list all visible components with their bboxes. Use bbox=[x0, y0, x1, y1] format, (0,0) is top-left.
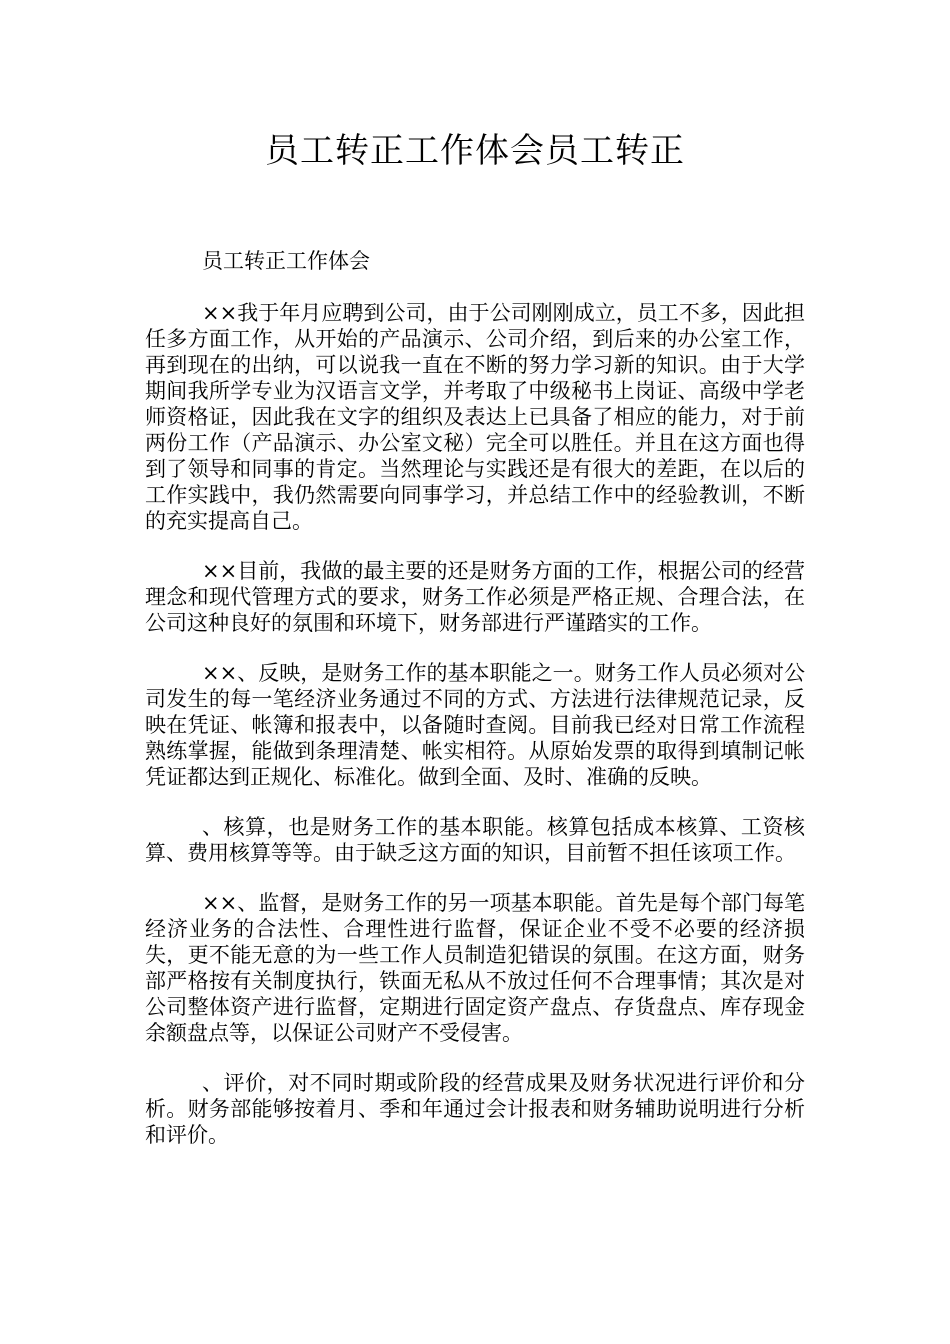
paragraph-4: 、核算，也是财务工作的基本职能。核算包括成本核算、工资核算、费用核算等等。由于缺乏这方面的知识，目前暂不担任该项工作。 bbox=[145, 815, 805, 865]
paragraph-1: ××我于年月应聘到公司，由于公司刚刚成立，员工不多，因此担任多方面工作，从开始的产品演示、公司介绍，到后来的办公室工作，再到现在的出纳，可以说我一直在不断的努力学习新的知识。由于大学期间我所学专业为汉语言文学，并考取了中级秘书上岗证、高级中学老师资格证，因此我在文字的组织及表达上已具备了相应的能力，对于前两份工作（产品演示、办公室文秘）完全可以胜任。并且在这方面也得到了领导和同事的肯定。当然理论与实践还是有很大的差距，在以后的工作实践中，我仍然需要向同事学习，并总结工作中的经验教训，不断的充实提高自己。 bbox=[145, 301, 805, 533]
paragraph-6: 、评价，对不同时期或阶段的经营成果及财务状况进行评价和分析。财务部能够按着月、季和年通过会计报表和财务辅助说明进行分析和评价。 bbox=[145, 1071, 805, 1147]
document-body bbox=[145, 300, 805, 1148]
paragraph-5: ××、监督，是财务工作的另一项基本职能。首先是每个部门每笔经济业务的合法性、合理性进行监督，保证企业不受不必要的经济损失，更不能无意的为一些工作人员制造犯错误的氛围。在这方面，财务部严格按有关制度执行，铁面无私从不放过任何不合理事情；其次是对公司整体资产进行监督，定期进行固定资产盘点、存货盘点、库存现金余额盘点等，以保证公司财产不受侵害。 bbox=[145, 891, 805, 1045]
document-subtitle: 员工转正工作体会 bbox=[202, 249, 370, 273]
paragraph-2: ××目前，我做的最主要的还是财务方面的工作，根据公司的经营理念和现代管理方式的要求，财务工作必须是严格正规、合理合法，在公司这种良好的氛围和环境下，财务部进行严谨踏实的工作。 bbox=[145, 559, 805, 635]
document-title: 员工转正工作体会员工转正 bbox=[265, 131, 685, 171]
paragraph-3: ××、反映，是财务工作的基本职能之一。财务工作人员必须对公司发生的每一笔经济业务通过不同的方式、方法进行法律规范记录，反映在凭证、帐簿和报表中，以备随时查阅。目前我已经对日常工作流程熟练掌握，能做到条理清楚、帐实相符。从原始发票的取得到填制记帐凭证都达到正规化、标准化。做到全面、及时、准确的反映。 bbox=[145, 661, 805, 789]
